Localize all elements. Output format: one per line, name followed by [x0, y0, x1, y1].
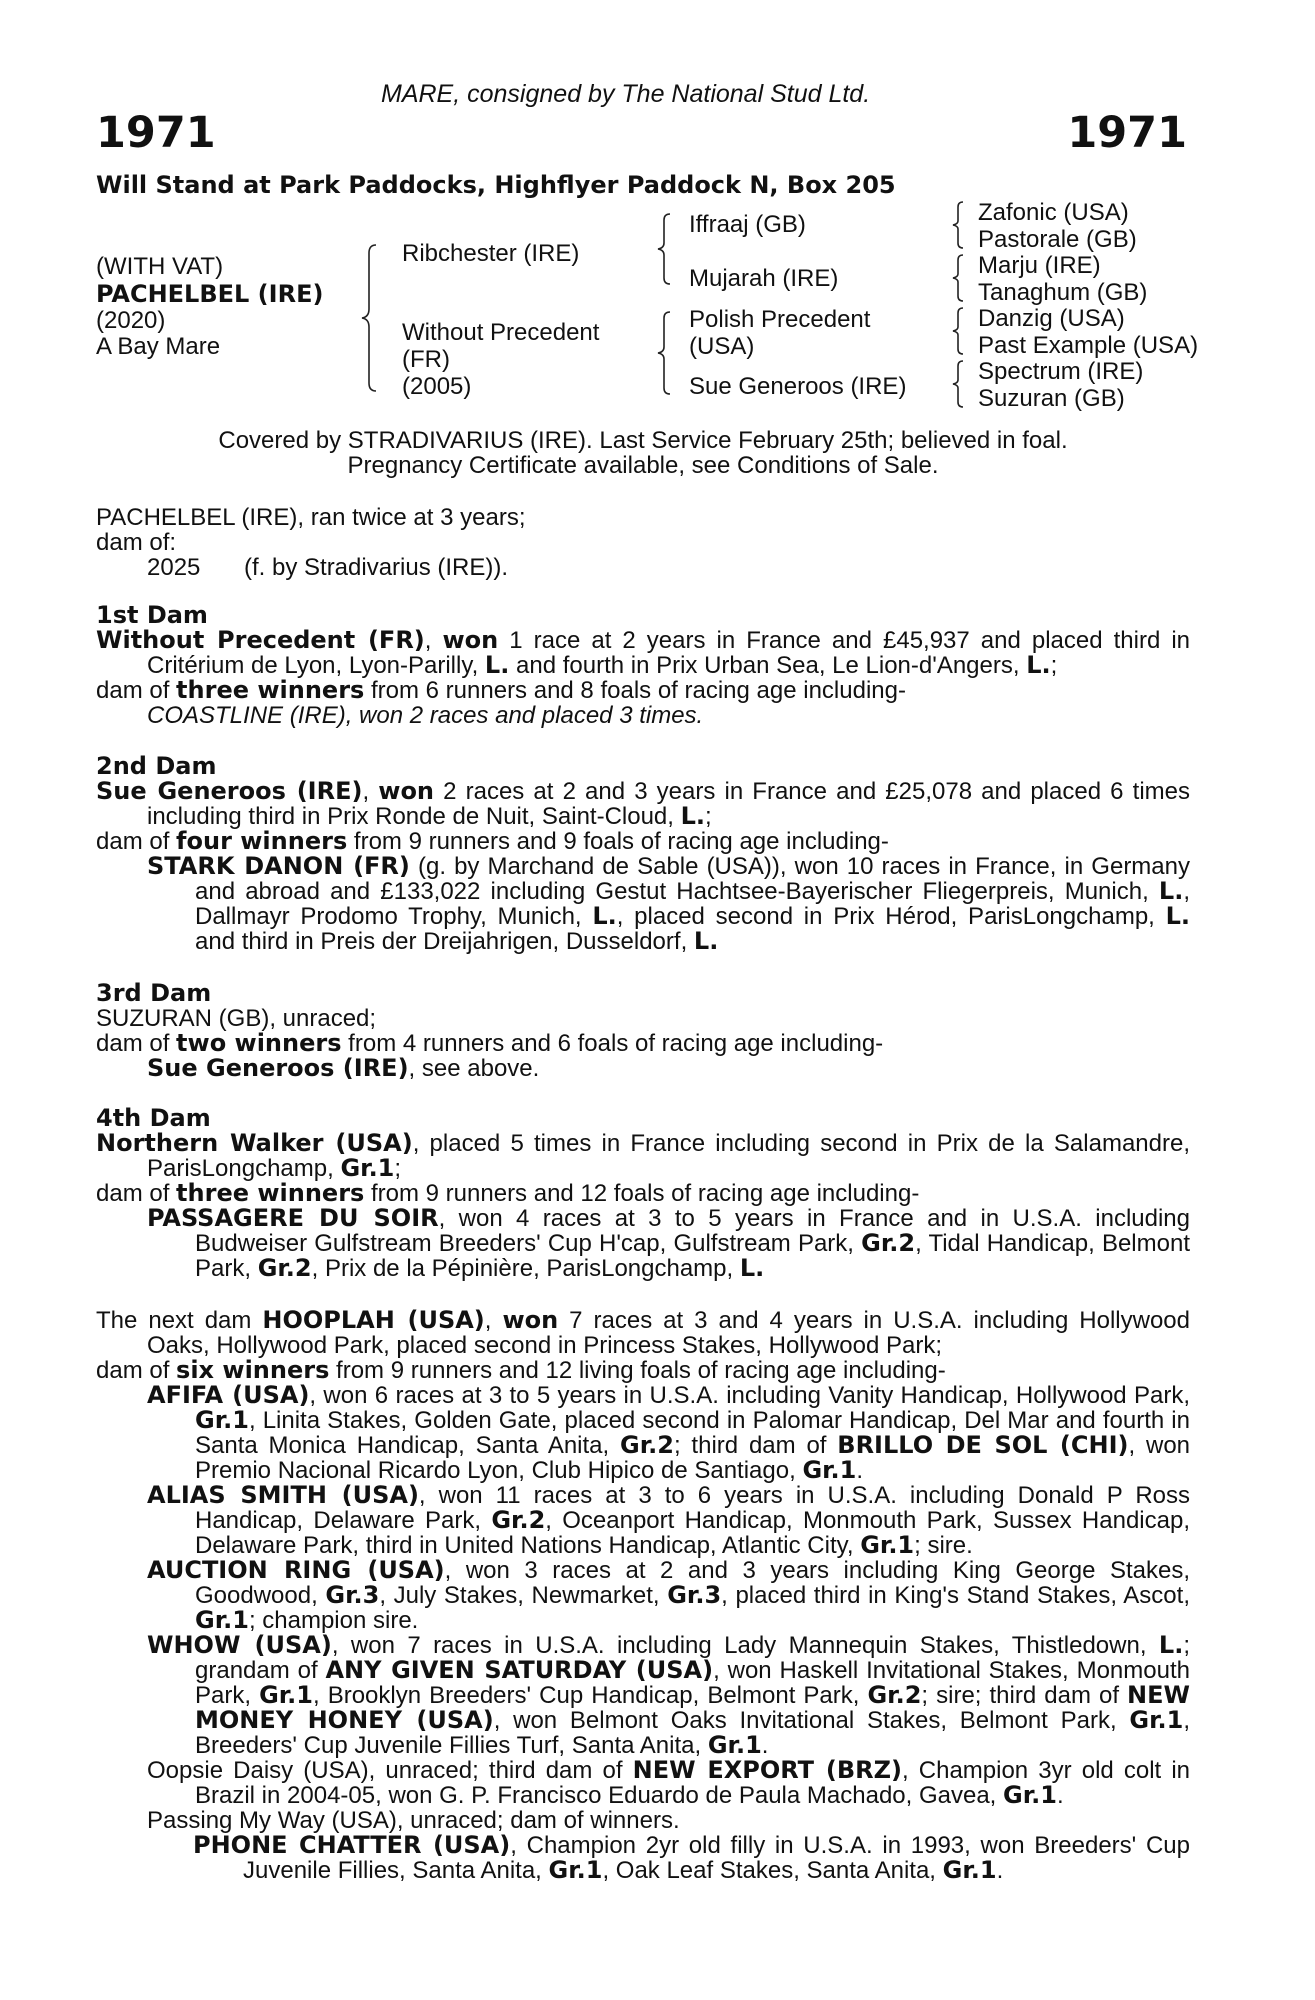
dam-record: Without Precedent (FR), won 1 race at 2 years in France and £45,937 and placed third in Critérium de Lyon, Lyon-Parilly, L. and fourth in Prix Urban Sea, Le Lion-d'Angers, L.; — [96, 626, 1190, 679]
pedigree-dam-dam: Sue Generoos (IRE) — [689, 373, 907, 400]
section-heading: 1st Dam — [96, 601, 208, 629]
pedigree-dam-sire-line1: Polish Precedent — [689, 306, 871, 333]
pedigree-dam-sire-line2: (USA) — [689, 333, 755, 360]
pedigree-dsd: Past Example (USA) — [978, 332, 1199, 359]
horse-description: A Bay Mare — [96, 333, 221, 360]
dam-record: SUZURAN (GB), unraced; — [96, 1005, 377, 1032]
dam-record: The next dam HOOPLAH (USA), won 7 races at 3 and 4 years in U.S.A. including Hollywood Oaks, Hollywood Park, placed second in Princess Stakes, Hollywood Park; — [96, 1306, 1190, 1359]
progeny-entry: Sue Generoos (IRE), see above. — [147, 1054, 540, 1082]
progeny-entry: WHOW (USA), won 7 races in U.S.A. including Lady Mannequin Stakes, Thistledown, L.; grandam of ANY GIVEN SATURDAY (USA), won Haskell Invitational Stakes, Monmouth Park, Gr.1, Brooklyn Breeders' Cup Handicap, Belmont Park, Gr.2; sire; third dam of NEW MONEY HONEY (USA), won Belmont Oaks Invitational Stakes, Belmont Park, Gr.1, Breeders' Cup Juvenile Fillies Turf, Santa Anita, Gr.1. — [147, 1631, 1190, 1759]
produce-year: 2025 — [147, 554, 201, 581]
first-dam-section — [96, 603, 1190, 728]
dam-produce-summary: dam of four winners from 9 runners and 9 foals of racing age including- — [96, 827, 889, 855]
dam-produce-summary: dam of six winners from 9 runners and 12 living foals of racing age including- — [96, 1356, 946, 1384]
horse-year: (2020) — [96, 307, 166, 334]
pedigree-ddd: Suzuran (GB) — [978, 385, 1125, 412]
pedigree-brace-gen1 — [360, 243, 386, 393]
pedigree-brace-sd — [950, 253, 970, 303]
progeny-entry: ALIAS SMITH (USA), won 11 races at 3 to 6 years in U.S.A. including Donald P Ross Handicap, Delaware Park, Gr.2, Oceanport Handicap, Monmouth Park, Sussex Handicap, Delaware Park, third in United Nations Handicap, Atlantic City, Gr.1; sire. — [147, 1481, 1191, 1559]
pedigree-sdd: Tanaghum (GB) — [978, 279, 1148, 306]
dam-name: Without Precedent (FR) — [96, 626, 425, 654]
second-dam-section — [96, 754, 1190, 954]
next-dam-section — [96, 1308, 1190, 1883]
pedigree-dam-line3: (2005) — [402, 373, 472, 400]
progeny-entry: Oopsie Daisy (USA), unraced; third dam of NEW EXPORT (BRZ), Champion 3yr old colt in Brazil in 2004-05, won G. P. Francisco Eduardo de Paula Machado, Gavea, Gr.1. — [147, 1756, 1191, 1809]
section-heading: 4th Dam — [96, 1104, 211, 1132]
section-heading: 3rd Dam — [96, 979, 212, 1007]
pedigree-dam-line1: Without Precedent — [402, 319, 600, 346]
dam-name: HOOPLAH (USA) — [262, 1306, 485, 1334]
progeny-entry: AUCTION RING (USA), won 3 races at 2 and 3 years including King George Stakes, Goodwood, Gr.3, July Stakes, Newmarket, Gr.3, placed third in King's Stand Stakes, Ascot, Gr.1; champion sire. — [147, 1556, 1190, 1634]
produce-intro: PACHELBEL (IRE), ran twice at 3 years; — [96, 504, 526, 531]
dam-name: Northern Walker (USA) — [96, 1129, 413, 1157]
dam-record: Northern Walker (USA), placed 5 times in France including second in Prix de la Salamandre, ParisLongchamp, Gr.1; — [96, 1129, 1191, 1182]
stand-location: Will Stand at Park Paddocks, Highflyer Paddock N, Box 205 — [96, 171, 896, 199]
pedigree-dam-line2: (FR) — [402, 346, 450, 373]
progeny-entry: STARK DANON (FR) (g. by Marchand de Sable (USA)), won 10 races in France, in Germany and abroad and £133,022 including Gestut Hachtsee-Bayerischer Fliegerpreis, Munich, L., Dallmayr Prodomo Trophy, Munich, L., placed second in Prix Hérod, ParisLongchamp, L. and third in Preis der Dreijahrigen, Dusseldorf, L. — [147, 852, 1191, 955]
dam-record: Sue Generoos (IRE), won 2 races at 2 and 3 years in France and £25,078 and placed 6 times including third in Prix Ronde de Nuit, Saint-Cloud, L.; — [96, 777, 1190, 830]
progeny-entry: PHONE CHATTER (USA), Champion 2yr old filly in U.S.A. in 1993, won Breeders' Cup Juvenile Fillies, Santa Anita, Gr.1, Oak Leaf Stakes, Santa Anita, Gr.1. — [193, 1831, 1190, 1884]
dam-produce-summary: dam of three winners from 9 runners and 12 foals of racing age including- — [96, 1179, 920, 1207]
pedigree-ssd: Pastorale (GB) — [978, 226, 1137, 253]
cover-line2: Pregnancy Certificate available, see Conditions of Sale. — [347, 452, 939, 479]
consignor-line: MARE, consigned by The National Stud Ltd. — [381, 80, 871, 108]
progeny-entry: PASSAGERE DU SOIR, won 4 races at 3 to 5 years in France and in U.S.A. including Budweiser Gulfstream Breeders' Cup H'cap, Gulfstream Park, Gr.2, Tidal Handicap, Belmont Park, Gr.2, Prix de la Pépinière, ParisLongchamp, L. — [147, 1204, 1190, 1282]
produce-foal: (f. by Stradivarius (IRE)). — [244, 554, 509, 581]
section-heading: 2nd Dam — [96, 752, 217, 780]
produce-dam-of: dam of: — [96, 529, 177, 556]
progeny-entry: AFIFA (USA), won 6 races at 3 to 5 years in U.S.A. including Vanity Handicap, Hollywood Park, Gr.1, Linita Stakes, Golden Gate, placed second in Palomar Handicap, Del Mar and fourth in Santa Monica Handicap, Santa Anita, Gr.2; third dam of BRILLO DE SOL (CHI), won Premio Nacional Ricardo Lyon, Club Hipico de Santiago, Gr.1. — [147, 1381, 1191, 1484]
third-dam-section — [96, 981, 1190, 1081]
pedigree-brace-ss — [950, 200, 970, 250]
vat-note: (WITH VAT) — [96, 253, 224, 280]
progeny-entry: COASTLINE (IRE), won 2 races and placed 3 times. — [147, 702, 704, 729]
progeny-entry: Passing My Way (USA), unraced; dam of winners. — [147, 1807, 680, 1834]
dam-produce-summary: dam of two winners from 4 runners and 6 foals of racing age including- — [96, 1029, 884, 1057]
lot-number-left: 1971 — [96, 108, 216, 158]
lot-number-right: 1971 — [1067, 108, 1187, 158]
pedigree-brace-dam — [656, 310, 678, 396]
pedigree-sire-sire: Iffraaj (GB) — [689, 211, 806, 238]
dam-produce-summary: dam of three winners from 6 runners and 8 foals of racing age including- — [96, 676, 906, 704]
pedigree-sds: Marju (IRE) — [978, 252, 1101, 279]
pedigree-brace-dd — [950, 359, 970, 409]
pedigree-dds: Spectrum (IRE) — [978, 358, 1144, 385]
pedigree-brace-sire — [656, 212, 678, 286]
horse-name: PACHELBEL (IRE) — [96, 280, 324, 308]
dam-name: Sue Generoos (IRE) — [96, 777, 363, 805]
pedigree-sire: Ribchester (IRE) — [402, 240, 580, 267]
fourth-dam-section — [96, 1106, 1190, 1281]
pedigree-sss: Zafonic (USA) — [978, 199, 1129, 226]
cover-line1: Covered by STRADIVARIUS (IRE). Last Service February 25th; believed in foal. — [218, 427, 1068, 454]
pedigree-brace-ds — [950, 306, 970, 356]
pedigree-dss: Danzig (USA) — [978, 305, 1125, 332]
pedigree-sire-dam: Mujarah (IRE) — [689, 265, 839, 292]
